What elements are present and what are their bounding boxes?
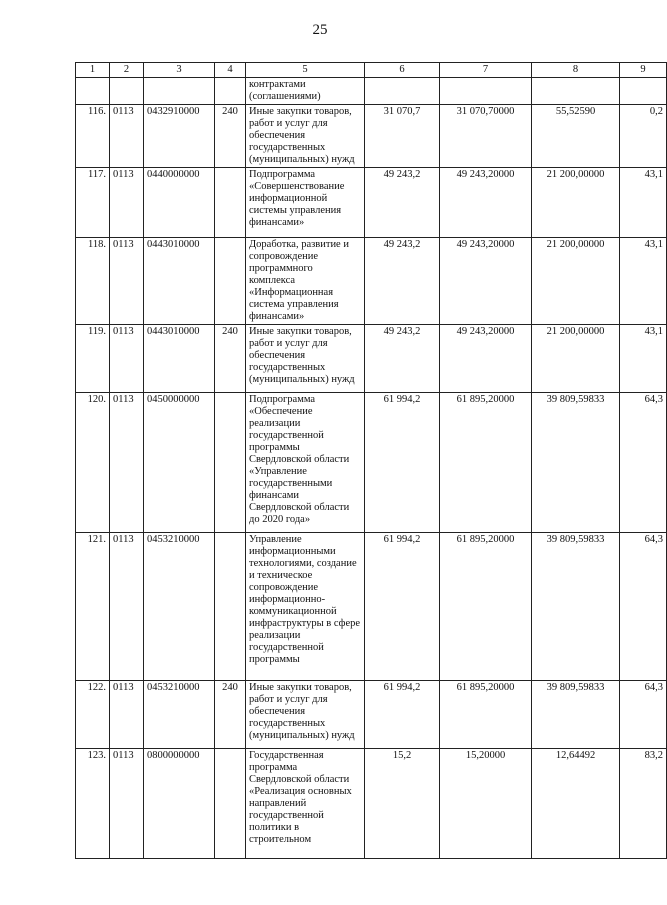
expense-type-code: 240 <box>215 681 246 749</box>
table-row <box>76 78 667 105</box>
section-code: 0113 <box>110 749 144 859</box>
expense-type-code <box>215 78 246 105</box>
table-row <box>76 393 667 533</box>
row-number: 122. <box>76 681 110 749</box>
column-header-6: 6 <box>365 63 440 78</box>
expense-type-code <box>215 393 246 533</box>
target-article-code: 0443010000 <box>144 238 215 325</box>
target-article-code: 0450000000 <box>144 393 215 533</box>
item-name: Управление информационными технологиями, создание и техническое сопровождение информационно-коммуникационной инфраструктуры в сфере реализации государственной программы <box>246 533 365 681</box>
value-col-7 <box>440 78 532 105</box>
value-col-7: 61 895,20000 <box>440 681 532 749</box>
value-col-6: 31 070,7 <box>365 105 440 168</box>
value-col-9: 43,1 <box>620 168 667 238</box>
table-row <box>76 681 667 749</box>
value-col-6: 61 994,2 <box>365 533 440 681</box>
value-col-8: 39 809,59833 <box>532 393 620 533</box>
section-code: 0113 <box>110 325 144 393</box>
column-header-9: 9 <box>620 63 667 78</box>
section-code: 0113 <box>110 533 144 681</box>
expense-type-code <box>215 168 246 238</box>
header-row <box>76 63 667 78</box>
row-number: 120. <box>76 393 110 533</box>
table-body <box>76 78 667 859</box>
expense-type-code <box>215 238 246 325</box>
value-col-8: 12,64492 <box>532 749 620 859</box>
row-number: 119. <box>76 325 110 393</box>
table-row <box>76 105 667 168</box>
section-code: 0113 <box>110 238 144 325</box>
budget-table <box>75 62 667 859</box>
row-number: 117. <box>76 168 110 238</box>
value-col-9: 43,1 <box>620 238 667 325</box>
table-row <box>76 533 667 681</box>
value-col-7: 49 243,20000 <box>440 168 532 238</box>
row-number: 116. <box>76 105 110 168</box>
value-col-7: 15,20000 <box>440 749 532 859</box>
value-col-6: 61 994,2 <box>365 681 440 749</box>
item-name: Доработка, развитие и сопровождение программного комплекса «Информационная система управления финансами» <box>246 238 365 325</box>
table-row <box>76 325 667 393</box>
item-name: контрактами (соглашениями) <box>246 78 365 105</box>
value-col-9: 64,3 <box>620 393 667 533</box>
target-article-code: 0453210000 <box>144 681 215 749</box>
section-code: 0113 <box>110 681 144 749</box>
column-header-3: 3 <box>144 63 215 78</box>
item-name: Иные закупки товаров, работ и услуг для обеспечения государственных (муниципальных) нужд <box>246 681 365 749</box>
column-header-1: 1 <box>76 63 110 78</box>
section-code: 0113 <box>110 168 144 238</box>
target-article-code: 0440000000 <box>144 168 215 238</box>
value-col-9: 64,3 <box>620 533 667 681</box>
item-name: Подпрограмма «Обеспечение реализации государственной программы Свердловской области «Управление государственными финансами Свердловской области до 2020 года» <box>246 393 365 533</box>
value-col-6: 61 994,2 <box>365 393 440 533</box>
value-col-9: 43,1 <box>620 325 667 393</box>
table-row <box>76 238 667 325</box>
value-col-8: 21 200,00000 <box>532 325 620 393</box>
section-code: 0113 <box>110 105 144 168</box>
row-number: 121. <box>76 533 110 681</box>
section-code <box>110 78 144 105</box>
row-number: 123. <box>76 749 110 859</box>
target-article-code: 0443010000 <box>144 325 215 393</box>
value-col-8 <box>532 78 620 105</box>
value-col-8: 39 809,59833 <box>532 681 620 749</box>
value-col-6: 15,2 <box>365 749 440 859</box>
value-col-9: 83,2 <box>620 749 667 859</box>
table-row <box>76 749 667 859</box>
value-col-8: 21 200,00000 <box>532 238 620 325</box>
value-col-9: 0,2 <box>620 105 667 168</box>
column-header-4: 4 <box>215 63 246 78</box>
column-header-8: 8 <box>532 63 620 78</box>
value-col-6: 49 243,2 <box>365 168 440 238</box>
item-name: Государственная программа Свердловской области «Реализация основных направлений государственной политики в строительном <box>246 749 365 859</box>
section-code: 0113 <box>110 393 144 533</box>
value-col-7: 49 243,20000 <box>440 325 532 393</box>
expense-type-code: 240 <box>215 105 246 168</box>
value-col-6: 49 243,2 <box>365 238 440 325</box>
row-number: 118. <box>76 238 110 325</box>
column-header-2: 2 <box>110 63 144 78</box>
item-name: Иные закупки товаров, работ и услуг для обеспечения государственных (муниципальных) нужд <box>246 105 365 168</box>
column-header-5: 5 <box>246 63 365 78</box>
value-col-8: 55,52590 <box>532 105 620 168</box>
value-col-6 <box>365 78 440 105</box>
value-col-7: 49 243,20000 <box>440 238 532 325</box>
target-article-code: 0800000000 <box>144 749 215 859</box>
column-header-7: 7 <box>440 63 532 78</box>
table-row <box>76 168 667 238</box>
value-col-7: 31 070,70000 <box>440 105 532 168</box>
row-number <box>76 78 110 105</box>
expense-type-code <box>215 533 246 681</box>
value-col-7: 61 895,20000 <box>440 393 532 533</box>
expense-type-code: 240 <box>215 325 246 393</box>
value-col-7: 61 895,20000 <box>440 533 532 681</box>
value-col-9: 64,3 <box>620 681 667 749</box>
table-header <box>76 63 667 78</box>
expense-type-code <box>215 749 246 859</box>
page-number: 25 <box>312 22 328 38</box>
target-article-code: 0432910000 <box>144 105 215 168</box>
value-col-9 <box>620 78 667 105</box>
value-col-8: 39 809,59833 <box>532 533 620 681</box>
target-article-code: 0453210000 <box>144 533 215 681</box>
item-name: Подпрограмма «Совершенствование информационной системы управления финансами» <box>246 168 365 238</box>
value-col-8: 21 200,00000 <box>532 168 620 238</box>
target-article-code <box>144 78 215 105</box>
item-name: Иные закупки товаров, работ и услуг для обеспечения государственных (муниципальных) нужд <box>246 325 365 393</box>
value-col-6: 49 243,2 <box>365 325 440 393</box>
